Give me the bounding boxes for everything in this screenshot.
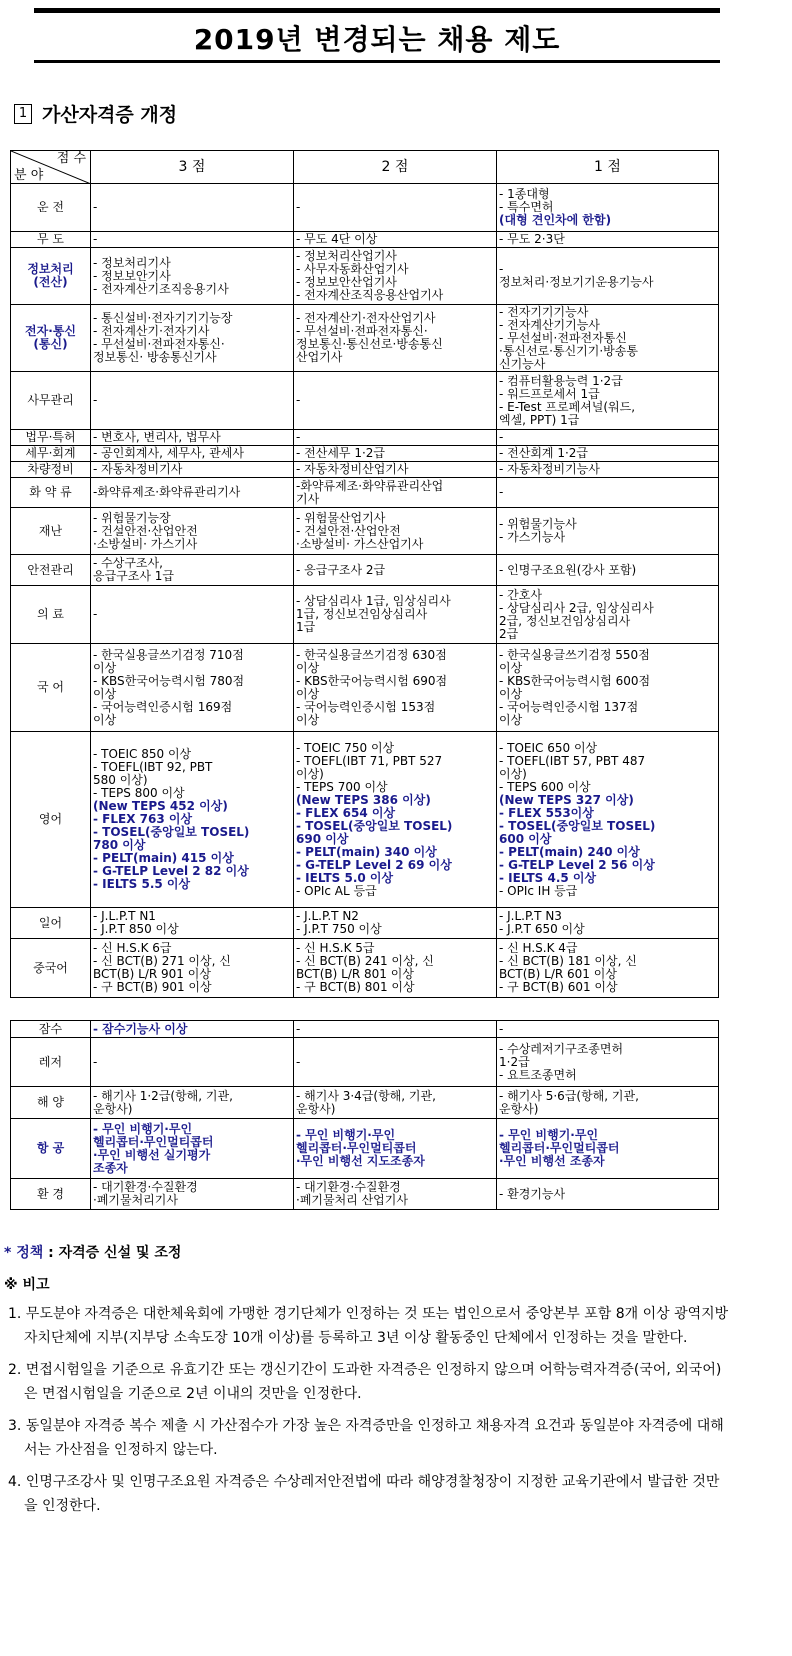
cell-line: - IELTS 4.5 이상 — [499, 870, 597, 885]
cell-line: - 구 BCT(B) 601 이상 — [499, 980, 618, 994]
cell-line: - 무선설비·전파전자통신 — [499, 330, 627, 345]
score-cell-1pt — [497, 430, 719, 446]
cell-line: 이상 — [296, 660, 320, 675]
score-table-main — [10, 150, 719, 998]
score-cell-2pt — [294, 462, 497, 478]
cell-line: - TOEIC 850 이상 — [93, 747, 192, 761]
field-cell: 국 어 — [11, 644, 91, 732]
cell-line: ·폐기물처리 산업기사 — [296, 1193, 408, 1207]
table-row — [11, 1179, 719, 1210]
score-cell-2pt — [294, 446, 497, 462]
cell-line: 1급, 정신보건임상심리사 — [296, 607, 428, 621]
cell-line: - 해기사 1·2급(항해, 기관, — [93, 1088, 233, 1103]
cell-line: 이상 — [93, 660, 117, 675]
policy-label: 정책 — [16, 1245, 44, 1261]
cell-line: 정보통신·통신선로·방송통신 — [296, 337, 443, 351]
cell-line: - 자동차정비산업기사 — [296, 462, 409, 476]
cell-line: - 무인 비행기·무인 — [499, 1128, 599, 1142]
cell-line: - J.L.P.T N2 — [296, 909, 359, 923]
cell-line: - 신 BCT(B) 241 이상, 신 — [296, 954, 434, 968]
cell-line: - 전자계산기·전자기사 — [93, 324, 210, 338]
field-cell: 일어 — [11, 908, 91, 939]
score-cell-2pt — [294, 430, 497, 446]
table-row — [11, 1038, 719, 1087]
page-title: 2019년 변경되는 채용 제도 — [193, 23, 561, 56]
cell-line: - 위험물산업기사 — [296, 510, 386, 525]
cell-line: - KBS한국어능력시험 690점 — [296, 673, 448, 688]
cell-line: - TOEFL(IBT 57, PBT 487 — [499, 753, 646, 768]
field-cell: 해 양 — [11, 1087, 91, 1119]
score-cell-2pt — [294, 508, 497, 555]
table-row — [11, 508, 719, 555]
cell-line: - 무인 비행기·무인 — [93, 1121, 193, 1136]
cell-line: - 대기환경·수질환경 — [296, 1180, 401, 1194]
cell-line: - TOEIC 750 이상 — [296, 740, 395, 755]
cell-line: - 정보처리기사 — [93, 255, 171, 270]
score-cell-2pt — [294, 908, 497, 939]
field-cell: 차량정비 — [11, 462, 91, 478]
cell-line: 이상) — [499, 766, 527, 781]
cell-line: ·무인 비행선 조종자 — [499, 1154, 605, 1168]
table-row — [11, 1087, 719, 1119]
cell-line: - TOSEL(중앙일보 TOSEL) — [499, 818, 656, 833]
cell-line: - 한국실용글쓰기검정 550점 — [499, 647, 650, 662]
score-cell-1pt — [497, 1179, 719, 1210]
table-row — [11, 232, 719, 248]
cell-line: - G-TELP Level 2 69 이상 — [296, 857, 452, 872]
cell-line: - IELTS 5.5 이상 — [93, 877, 191, 891]
title-bottom-rule — [34, 60, 720, 63]
table-row — [11, 462, 719, 478]
cell-line: - 국어능력인증시험 169점 — [93, 699, 233, 714]
cell-line: 1급 — [296, 620, 316, 634]
field-cell: 항 공 — [11, 1119, 91, 1179]
cell-line: - TEPS 800 이상 — [93, 786, 185, 800]
score-cell-2pt — [294, 248, 497, 305]
cell-line: - 전자계산기조직응용기사 — [93, 281, 229, 296]
score-cell-1pt — [497, 305, 719, 372]
cell-line: - 정보보안기사 — [93, 268, 171, 283]
cell-line: - 무인 비행기·무인 — [296, 1128, 396, 1142]
cell-line: - 수상레저기구조종면허 — [499, 1041, 624, 1056]
score-cell-2pt — [294, 732, 497, 908]
cell-line: - — [296, 393, 301, 407]
cell-line: - 응급구조사 2급 — [296, 562, 386, 577]
cell-line: 690 이상 — [296, 831, 349, 846]
field-cell: 전자·통신 (통신) — [11, 305, 91, 372]
cell-line: - PELT(main) 415 이상 — [93, 851, 234, 865]
cell-line: - 한국실용글쓰기검정 630점 — [296, 647, 447, 662]
cell-line: (New TEPS 386 이상) — [296, 792, 431, 807]
cell-line: - 요트조종면허 — [499, 1067, 577, 1082]
score-cell-3pt — [91, 446, 294, 462]
cell-line: - 건설안전·산업안전 — [93, 523, 198, 538]
table-row — [11, 1119, 719, 1179]
field-cell: 세무·회계 — [11, 446, 91, 462]
field-cell: 환 경 — [11, 1179, 91, 1210]
score-cell-1pt — [497, 478, 719, 508]
cell-line: - 컴퓨터활용능력 1·2급 — [499, 373, 623, 388]
cell-line: - J.L.P.T N3 — [499, 909, 562, 923]
cell-line: 이상 — [296, 686, 320, 701]
cell-line: - PELT(main) 240 이상 — [499, 844, 640, 859]
cell-line: - 전산회계 1·2급 — [499, 446, 589, 460]
cell-line: - 자동차정비기능사 — [499, 462, 600, 476]
field-cell: 레저 — [11, 1038, 91, 1087]
cell-line: - 구 BCT(B) 901 이상 — [93, 980, 212, 994]
score-cell-3pt — [91, 508, 294, 555]
cell-line: - 전자계산기기능사 — [499, 317, 600, 332]
cell-line: 580 이상) — [93, 773, 148, 787]
cell-line: - 정보보안산업기사 — [296, 275, 397, 289]
cell-line: 2급 — [499, 626, 519, 641]
cell-line: - — [499, 262, 504, 276]
cell-line: - 1종대형 — [499, 187, 550, 201]
cell-line: - — [296, 430, 301, 444]
cell-line: - J.P.T 850 이상 — [93, 922, 179, 936]
cell-line: - 전자계산조직응용산업기사 — [296, 288, 444, 302]
score-cell-1pt — [497, 1087, 719, 1119]
cell-line: - 상담심리사 1급, 임상심리사 — [296, 594, 451, 608]
cell-line: ·소방설비· 가스기사 — [93, 536, 198, 551]
field-cell: 무 도 — [11, 232, 91, 248]
cell-line: 엑셀, PPT) 1급 — [499, 412, 580, 427]
score-cell-3pt — [91, 586, 294, 644]
cell-line: - 수상구조사, — [93, 556, 163, 570]
cell-line: - J.P.T 650 이상 — [499, 922, 585, 936]
section-heading — [14, 100, 177, 127]
score-cell-1pt — [497, 508, 719, 555]
score-cell-1pt — [497, 184, 719, 232]
score-cell-3pt — [91, 1087, 294, 1119]
cell-line: - 잠수기능사 이상 — [93, 1021, 188, 1036]
cell-line: - FLEX 553이상 — [499, 805, 594, 820]
note-item: 3. 동일분야 자격증 복수 제출 시 가산점수가 가장 높은 자격증만을 인정하고 채용자격 요건과 동일분야 자격증에 대해서는 가산점을 인정하지 않는다. — [8, 1418, 724, 1458]
cell-line: 헬리콥터·무인멀티콥터 — [499, 1141, 620, 1155]
cell-line: - 변호사, 변리사, 법무사 — [93, 430, 221, 444]
cell-line: - — [296, 1054, 301, 1069]
cell-line: - 해기사 3·4급(항해, 기관, — [296, 1088, 436, 1103]
score-cell-2pt — [294, 1087, 497, 1119]
cell-line: - 무선설비·전파전자통신· — [93, 337, 225, 351]
cell-line: - 워드프로세서 1급 — [499, 386, 600, 401]
cell-line: - TOSEL(중앙일보 TOSEL) — [93, 825, 250, 839]
field-cell: 잠수 — [11, 1021, 91, 1038]
field-cell: 중국어 — [11, 939, 91, 998]
cell-line: - — [499, 430, 504, 444]
cell-line: 1·2급 — [499, 1054, 530, 1069]
cell-line: - 해기사 5·6급(항해, 기관, — [499, 1088, 639, 1103]
note-item: 4. 인명구조강사 및 인명구조요원 자격증은 수상레저안전법에 따라 해양경찰청장이 지정한 교육기관에서 발급한 것만을 인정한다. — [8, 1474, 720, 1514]
policy-text: : 자격증 신설 및 조정 — [48, 1245, 182, 1261]
cell-line: - 대기환경·수질환경 — [93, 1180, 198, 1194]
cell-line: - 간호사 — [499, 587, 542, 602]
score-cell-1pt — [497, 1038, 719, 1087]
cell-line: - 환경기능사 — [499, 1186, 566, 1201]
cell-line: 600 이상 — [499, 831, 552, 846]
cell-line: ·소방설비· 가스산업기사 — [296, 536, 424, 551]
score-cell-2pt — [294, 232, 497, 248]
cell-line: - OPIc IH 등급 — [499, 883, 578, 898]
table-row — [11, 586, 719, 644]
score-cell-1pt — [497, 1021, 719, 1038]
note-item: 1. 무도분야 자격증은 대한체육회에 가맹한 경기단체가 인정하는 것 또는 법인으로서 중앙본부 포함 8개 이상 광역지방자치단체에 지부(지부당 소속도장 10개 이상)를 등록하고 3년 이상 활동중인 단체에서 인정하는 것을 말한다. — [8, 1306, 729, 1346]
field-cell: 사무관리 — [11, 372, 91, 430]
cell-line: 정보처리·정보기기운용기능사 — [499, 275, 654, 289]
score-cell-2pt — [294, 939, 497, 998]
cell-line: - KBS한국어능력시험 600점 — [499, 673, 651, 688]
field-cell: 법무·특허 — [11, 430, 91, 446]
cell-line: - 자동차정비기사 — [93, 462, 183, 476]
policy-line: * 정책 : 자격증 신설 및 조정 — [4, 1245, 182, 1261]
score-table-extra — [10, 1020, 719, 1210]
notes-section — [4, 1242, 730, 1518]
score-cell-3pt — [91, 248, 294, 305]
score-cell-3pt — [91, 1119, 294, 1179]
score-cell-3pt — [91, 1021, 294, 1038]
header-score-label: 점 수 — [56, 151, 86, 166]
cell-line: - G-TELP Level 2 82 이상 — [93, 864, 249, 878]
cell-line: - J.P.T 750 이상 — [296, 922, 382, 936]
section-number: 1 — [14, 104, 32, 124]
score-cell-3pt — [91, 478, 294, 508]
score-cell-1pt — [497, 248, 719, 305]
score-cell-1pt — [497, 555, 719, 586]
score-cell-3pt — [91, 430, 294, 446]
cell-line: 이상 — [499, 660, 523, 675]
cell-line: 이상 — [499, 712, 523, 727]
cell-line: BCT(B) L/R 601 이상 — [499, 967, 617, 981]
cell-line: (New TEPS 452 이상) — [93, 799, 228, 813]
cell-line: - 인명구조요원(강사 포함) — [499, 562, 637, 577]
header-field-label: 분 야 — [14, 168, 44, 183]
cell-line: - — [93, 200, 98, 214]
header-1pt: 1 점 — [497, 151, 719, 184]
cell-line: ·무인 비행선 지도조종자 — [296, 1154, 425, 1168]
cell-line: 산업기사 — [296, 350, 343, 364]
cell-line: - 전자계산기·전자산업기사 — [296, 311, 436, 325]
title-top-rule — [34, 8, 720, 13]
score-cell-2pt — [294, 1038, 497, 1087]
header-corner-cell — [11, 151, 91, 184]
cell-line: 헬리콥터·무인멀티콥터 — [93, 1134, 214, 1149]
table-row — [11, 184, 719, 232]
cell-line: 이상 — [93, 712, 117, 727]
score-cell-2pt — [294, 555, 497, 586]
table-row — [11, 446, 719, 462]
score-cell-2pt — [294, 586, 497, 644]
score-cell-1pt — [497, 462, 719, 478]
cell-line: 운항사) — [499, 1101, 539, 1116]
score-cell-1pt — [497, 372, 719, 430]
cell-line: - FLEX 654 이상 — [296, 805, 396, 820]
field-cell: 안전관리 — [11, 555, 91, 586]
cell-line: - G-TELP Level 2 56 이상 — [499, 857, 655, 872]
cell-line: - TEPS 600 이상 — [499, 779, 591, 794]
cell-line: 헬리콥터·무인멀티콥터 — [296, 1141, 417, 1155]
table-row — [11, 939, 719, 998]
cell-line: - 무선설비·전파전자통신· — [296, 324, 428, 338]
score-cell-1pt — [497, 939, 719, 998]
cell-line: - 신 H.S.K 6급 — [93, 941, 172, 955]
score-cell-1pt — [497, 586, 719, 644]
cell-line: 이상 — [499, 686, 523, 701]
field-cell: 운 전 — [11, 184, 91, 232]
score-cell-3pt — [91, 372, 294, 430]
cell-line: - TOSEL(중앙일보 TOSEL) — [296, 818, 453, 833]
score-cell-3pt — [91, 1179, 294, 1210]
cell-line: -화약류제조·화약류관리기사 — [93, 485, 241, 499]
score-cell-1pt — [497, 732, 719, 908]
table-row — [11, 248, 719, 305]
cell-line: - 신 BCT(B) 271 이상, 신 — [93, 954, 231, 968]
cell-line: - 국어능력인증시험 153점 — [296, 699, 436, 714]
score-cell-3pt — [91, 644, 294, 732]
score-cell-3pt — [91, 232, 294, 248]
cell-line: 응급구조사 1급 — [93, 569, 175, 583]
cell-line: - 전산세무 1·2급 — [296, 446, 386, 460]
cell-line: - 사무자동화산업기사 — [296, 262, 409, 276]
cell-line: - 건설안전·산업안전 — [296, 523, 401, 538]
field-cell: 화 약 류 — [11, 478, 91, 508]
score-cell-1pt — [497, 446, 719, 462]
cell-line: 기사 — [296, 491, 320, 506]
score-cell-3pt — [91, 184, 294, 232]
score-cell-1pt — [497, 1119, 719, 1179]
table-row — [11, 305, 719, 372]
cell-line: ·통신선로·통신기기·방송통 — [499, 343, 638, 358]
score-cell-2pt — [294, 184, 497, 232]
table-row — [11, 478, 719, 508]
cell-line: - 신 H.S.K 4급 — [499, 941, 578, 955]
cell-line: - — [296, 200, 301, 214]
cell-line: - — [499, 1021, 504, 1036]
score-cell-2pt — [294, 305, 497, 372]
score-cell-2pt — [294, 1179, 497, 1210]
cell-line: -화약류제조·화약류관리산업 — [296, 478, 444, 493]
score-cell-3pt — [91, 1038, 294, 1087]
cell-line: (대형 견인차에 한함) — [499, 213, 612, 227]
score-cell-3pt — [91, 939, 294, 998]
field-cell: 정보처리 (전산) — [11, 248, 91, 305]
cell-line: - 무도 4단 이상 — [296, 232, 378, 246]
cell-line: - 정보처리산업기사 — [296, 249, 397, 263]
table-row — [11, 908, 719, 939]
cell-line: - 무도 2·3단 — [499, 232, 565, 246]
cell-line: 운항사) — [296, 1101, 336, 1116]
table-row — [11, 732, 719, 908]
table-row — [11, 430, 719, 446]
table-row — [11, 555, 719, 586]
field-cell: 영어 — [11, 732, 91, 908]
cell-line: (New TEPS 327 이상) — [499, 792, 634, 807]
cell-line: - 국어능력인증시험 137점 — [499, 699, 639, 714]
cell-line: - — [499, 485, 504, 499]
cell-line: - 위험물기능사 — [499, 517, 577, 531]
score-cell-2pt — [294, 478, 497, 508]
score-cell-2pt — [294, 1021, 497, 1038]
score-cell-3pt — [91, 908, 294, 939]
cell-line: ·폐기물처리기사 — [93, 1193, 178, 1207]
cell-line: - 구 BCT(B) 801 이상 — [296, 980, 415, 994]
cell-line: - FLEX 763 이상 — [93, 812, 193, 826]
field-cell: 의 료 — [11, 586, 91, 644]
score-cell-1pt — [497, 232, 719, 248]
cell-line: 2급, 정신보건임상심리사 — [499, 613, 631, 628]
table-header-row — [11, 151, 719, 184]
cell-line: 신기능사 — [499, 356, 546, 371]
cell-line: 이상 — [93, 686, 117, 701]
table-row — [11, 644, 719, 732]
header-2pt: 2 점 — [294, 151, 497, 184]
cell-line: 이상) — [296, 766, 324, 781]
cell-line: - 신 BCT(B) 181 이상, 신 — [499, 954, 637, 968]
cell-line: - OPIc AL 등급 — [296, 883, 377, 898]
cell-line: BCT(B) L/R 801 이상 — [296, 967, 414, 981]
cell-line: 운항사) — [93, 1101, 133, 1116]
field-cell: 재난 — [11, 508, 91, 555]
cell-line: 정보통신· 방송통신기사 — [93, 350, 217, 364]
cell-line: - 통신설비·전자기기기능장 — [93, 311, 233, 325]
score-cell-3pt — [91, 732, 294, 908]
cell-line: - TOEIC 650 이상 — [499, 740, 598, 755]
cell-line: - — [93, 393, 98, 407]
cell-line: - — [93, 232, 98, 246]
cell-line: 이상 — [296, 712, 320, 727]
cell-line: - 신 H.S.K 5급 — [296, 941, 375, 955]
cell-line: - 가스기능사 — [499, 530, 566, 544]
cell-line: - J.L.P.T N1 — [93, 909, 156, 923]
cell-line: - 전자기기기능사 — [499, 304, 589, 319]
section-label: 가산자격증 개정 — [42, 104, 178, 126]
table-row — [11, 372, 719, 430]
cell-line: - PELT(main) 340 이상 — [296, 844, 437, 859]
cell-line: BCT(B) L/R 901 이상 — [93, 967, 211, 981]
header-3pt: 3 점 — [91, 151, 294, 184]
cell-line: 780 이상 — [93, 838, 146, 852]
cell-line: ·무인 비행선 실기평가 — [93, 1147, 211, 1162]
cell-line: - E-Test 프로페셔널(워드, — [499, 399, 636, 414]
cell-line: - 한국실용글쓰기검정 710점 — [93, 647, 244, 662]
score-cell-2pt — [294, 644, 497, 732]
cell-line: - TOEFL(IBT 71, PBT 527 — [296, 753, 443, 768]
cell-line: - IELTS 5.0 이상 — [296, 870, 394, 885]
score-cell-3pt — [91, 555, 294, 586]
score-cell-1pt — [497, 644, 719, 732]
note-item: 2. 면접시험일을 기준으로 유효기간 또는 갱신기간이 도과한 자격증은 인정하지 않으며 어학능력자격증(국어, 외국어)은 면접시험일을 기준으로 2년 이내의 것만을 인정한다. — [8, 1362, 722, 1402]
cell-line: - — [296, 1021, 301, 1036]
cell-line: - TOEFL(IBT 92, PBT — [93, 760, 213, 774]
cell-line: - TEPS 700 이상 — [296, 779, 388, 794]
cell-line: - 상담심리사 2급, 임상심리사 — [499, 600, 654, 615]
remark-title: ※ 비고 — [4, 1277, 50, 1293]
cell-line: - 특수면허 — [499, 200, 554, 214]
cell-line: - 위험물기능장 — [93, 510, 171, 525]
cell-line: - — [93, 1054, 98, 1069]
score-cell-2pt — [294, 1119, 497, 1179]
table-row — [11, 1021, 719, 1038]
cell-line: - 공인회계사, 세무사, 관세사 — [93, 446, 244, 460]
score-cell-2pt — [294, 372, 497, 430]
score-cell-3pt — [91, 462, 294, 478]
score-cell-3pt — [91, 305, 294, 372]
score-cell-1pt — [497, 908, 719, 939]
cell-line: - — [93, 607, 98, 621]
cell-line: - KBS한국어능력시험 780점 — [93, 673, 245, 688]
cell-line: 조종자 — [93, 1160, 128, 1175]
